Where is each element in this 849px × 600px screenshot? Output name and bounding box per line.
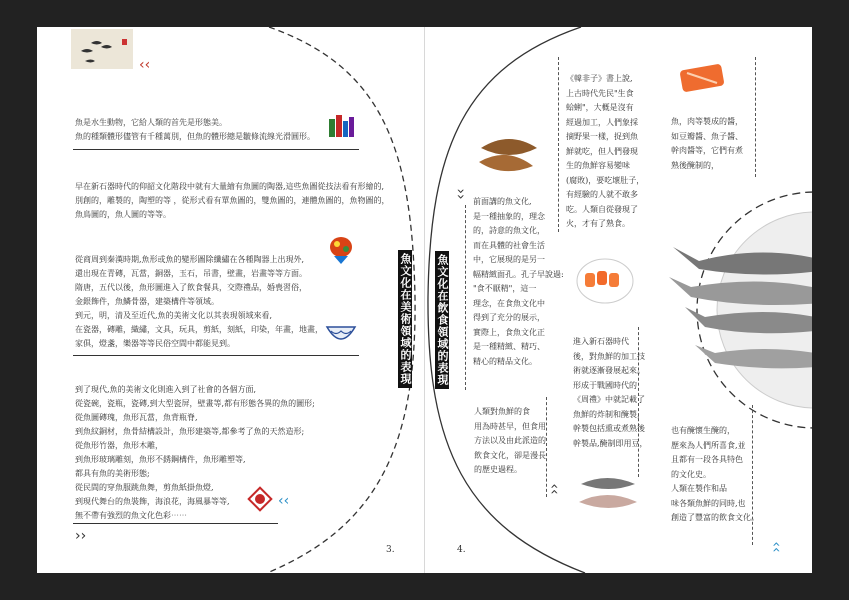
- dashed-rule: [752, 405, 753, 545]
- paragraph-modern: 到了現代,魚的美術文化則進入到了社會的各個方面, 從瓷碗，瓷瓶，瓷磚,到大型瓷屏，壁畫等,都有形態各異的魚的圖形; 從魚圖磚瑰，魚形瓦當，魚背瓶脊, 到魚紋銅材，魚骨結構設計，魚形建築等,都參考了魚的天然造形; 從魚形竹器，魚形木雕， 到魚形玻璃雕刻，魚形不銹鋼構件，魚形雕塑等, 都具有魚的美術形態; 從民間的穿魚服跳魚舞，剪魚紙掛魚燈, 到現代舞台的魚裝飾，海浪花，海風暴等等, 無不帶有強烈的魚文化色彩⋯⋯: [75, 385, 315, 520]
- right-page: [425, 27, 812, 573]
- double-chevron-right-icon: ››: [75, 528, 87, 544]
- dashed-rule: [558, 57, 559, 232]
- dashed-rule: [755, 57, 756, 177]
- double-chevron-left-icon: ‹‹: [139, 57, 151, 73]
- red-papercut-image: [246, 485, 274, 513]
- paragraph-shang-zhou: 從商周到秦漢時期,魚形或魚的變形圖除纖繡在各種陶器上出現外, 還出現在青磚，瓦當，銅器，玉石，吊書，壁畫，岩畫等等方面。 隋唐，五代以後，魚形圖進入了飲食餐具，交際禮品，婚喪習俗， 金銀飾件，魚鱗骨器，建築構件等領域。 到元，明，清及至近代,魚的美術文化以其表現領域來看, 在瓷器，磚雕，織繡，文具，玩具，剪紙，刻紙，印染，年畫，地畫， 家俱，燈盞，樂器等等民俗空間中都能見到。: [75, 255, 323, 348]
- salmon-slice-image: [677, 61, 727, 95]
- double-chevron-down-icon: ››: [452, 188, 469, 200]
- porcelain-bowl-image: [325, 321, 357, 347]
- double-chevron-up-icon: ››: [768, 541, 785, 553]
- paragraph-fish-form: 魚是水生動物，它給人類的首先是形態美。 魚的種類體形儘管有千種萬別，但魚的體形總是皺條流線光滑圓形。: [75, 118, 315, 141]
- page-number: 4.: [457, 545, 466, 555]
- page-number: 3.: [386, 545, 395, 555]
- divider: [73, 355, 359, 356]
- divider: [73, 523, 278, 524]
- fish-plate-image: [665, 185, 812, 435]
- dashed-rule: [465, 205, 466, 390]
- vertical-title: 魚文化在飲食領域的表現: [435, 251, 449, 389]
- divider: [73, 149, 359, 150]
- vertical-title: 魚文化在美術領域的表現: [398, 250, 412, 388]
- paragraph-neolithic: 早在新石器時代的仰韶文化階段中就有大量繪有魚圖的陶器,這些魚圖從技法看有形繪的, 別創的，雕製的，陶塑的等 ，從形式看有單魚圖的，雙魚圖的，連體魚圖的，魚物圖的， 魚鳥圖的，魚人圖的等等。: [75, 182, 390, 219]
- ink-painting-image: [71, 29, 133, 69]
- grilled-fish-image: [475, 128, 541, 184]
- column-1-text: 前面講的魚文化, 是一種抽象的，理念 的，詩意的魚文化， 而在具體的社會生活 中，它展現的是另一 幅精緻面孔。孔子早說過: "食不厭精"，這一 理念，在食魚文化中 得到了充分的展示， 實際上，食魚文化正 是一種精緻、精巧、 精心的精品文化。: [473, 197, 564, 366]
- sashimi-plate-image: [575, 255, 635, 305]
- column-3-text: 魚，肉等製成的醬， 如豆瓣醬、魚子醬、 幹肉醬等，它們有煮 熟後醃制的，: [671, 117, 743, 170]
- column-3b-text: 也有醃懷生醃的， 歷來為人們所喜食,並 且都有一段各具特色 的文化史。 人類在製作和品 味各類魚鮮的同時,也 創造了豐富的飲食文化。: [671, 426, 759, 522]
- fish-toy-image: [326, 232, 356, 266]
- left-page: [37, 27, 424, 573]
- column-1b-text: 人類對魚鮮的食 用為時甚早，但食用 方法以及由此派造的 飲食文化，卻是漫長 的歷史過程。: [474, 407, 546, 474]
- double-chevron-up-icon: ››: [546, 483, 563, 495]
- fish-fillet-image: [575, 470, 641, 518]
- books-icon: [328, 113, 354, 139]
- dashed-rule: [546, 397, 547, 497]
- column-2-text: 《韓非子》書上說, 上古時代先民"生食 蛤蜊"，大概是沒有 經過加工，人們象採 摘野果一樣，捉到魚 鮮就吃，但人們發現 生的魚鮮容易變味 (腐敗)，要吃壞肚子， 有經驗的人就不敢多 吃。人類自從發現了 火，才有了熟食。: [566, 74, 645, 228]
- column-2b-text: 進入新石器時代 後，對魚鮮的加工技 術就逐漸發展起來。 形成于戰國時代的 《周禮》中就記載了 魚鮮的炸制和醃製， 幹製包括熏或煮熟後 幹製品,醃制即用豆，: [573, 337, 648, 448]
- double-chevron-left-icon: ‹‹: [278, 493, 290, 509]
